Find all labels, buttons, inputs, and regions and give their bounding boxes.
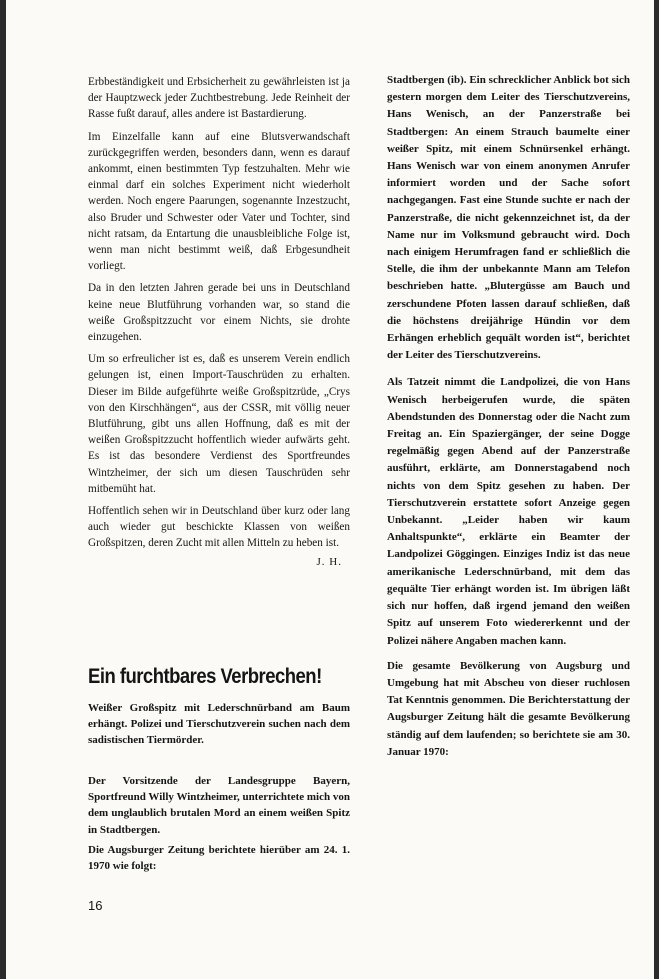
quoted-article-paragraph: Stadtbergen (ib). Ein schrecklicher Anblick bot sich gestern morgen dem Leiter des Tierschutzvereins, Hans Wenisch, an der Panzerstraße bei Stadtbergen: An einem Strauch baumelte einer weißer Spitz, mit einem Schnürsenkel erhängt. Hans Wenisch war von einem anonymen Anrufer informiert worden und der Sache sofort nachgegangen. Fast eine Stunde suchte er nach der Panzerstraße, die nicht gekennzeichnet ist, da der Name nur im Volksmund gebraucht wird. Doch nach einigem Herumfragen fand er schließlich die Stelle, die ihm der unbekannte Mann am Telefon beschrieben hatte. „Blutergüsse am Bauch und zerschundene Pfoten lassen darauf schließen, daß die höchstens dreijährige Hündin vor dem Erhängen erheblich gequält worden ist“, berichtet der Leiter des Tierschutzvereins. [387,74,630,362]
document-page [6,0,654,979]
author-signature: J. H. [316,555,342,568]
article-lead: Weißer Großspitz mit Lederschnürband am Baum erhängt. Polizei und Tierschutzverein suchen nach dem sadistischen Tiermörder. [88,702,350,747]
paragraph: Der Vorsitzende der Landesgruppe Bayern, Sportfreund Willy Wintzheimer, unterrichtete mich von dem unglaublich brutalen Mord an einem weißen Spitz in Stadtbergen. [88,775,350,836]
article-report [88,773,350,878]
paragraph: Im Einzelfalle kann auf eine Blutsverwandschaft zurückgegriffen werden, besonders dann, wenn es darauf ankommt, einen bestimmten Typ festzuhalten. Mehr wie einmal darf ein solches Experiment nicht wiederholt werden. Noch engere Paarungen, sogenannte Inzestzucht, also Bruder und Schwester oder Vater und Tochter, sind nicht ratsam, da Entartung die unausbleibliche Folge ist, wenn man nicht bestimmt weiß, daß Erbgesundheit vorliegt. [88,130,350,273]
quoted-article-paragraph: Als Tatzeit nimmt die Landpolizei, die von Hans Wenisch herbeigerufen wurde, die späten Abendstunden des Donnerstag oder die Nacht zum Freitag an. Ein Spaziergänger, der seine Dogge regelmäßig gegen Abend auf der Panzerstraße ausführt, erklärte, am Donnerstagabend noch nichts von dem Spitz gesehen zu haben. Der Tierschutzverein erstattete sofort Anzeige gegen Unbekannt. „Leider haben wir kaum Anhaltspunkte“, erklärte ein Beamter der Landpolizei Göggingen. Einziges Indiz ist das neue amerikanische Lederschnürband, mit dem das gequälte Tier erhängt worden ist. Im übrigen läßt sich nur hoffen, daß irgend jemand den weißen Spitz auf unserem Foto wiedererkennt und der Polizei nähere Angaben machen kann. [387,376,630,647]
right-column [387,72,630,767]
left-column [88,74,350,568]
paragraph: Erbbeständigkeit und Erbsicherheit zu gewährleisten ist ja der Hauptzweck jeder Zuchtbestrebung. Jede Reinheit der Rasse fußt darauf, alles andere ist Bastardierung. [88,76,350,121]
paragraph: Da in den letzten Jahren gerade bei uns in Deutschland keine neue Blutführung vorhanden war, so stand die weiße Großspitzzucht vor einem Nichts, sie drohte einzugehen. [88,282,350,344]
page-number: 16 [88,898,103,913]
article-headline: Ein furchtbares Verbrechen! [88,664,322,688]
paragraph: Um so erfreulicher ist es, daß es unserem Verein endlich gelungen ist, einen Import-Tauschrüden zu erhalten. Dieser im Bilde aufgeführte weiße Großspitzrüde, „Crys von den Kirschhängen“, aus der CSSR, mit völlig neuer Blutführung, gibt uns allen Hoffnung, daß es mit der weißen Großspitzzucht hoffentlich wieder aufwärts geht. Es ist das besondere Verdienst des Sportfreundes Wintzheimer, der sich um diesen Tauschrüden sehr mitbemüht hat. [88,353,350,495]
paragraph: Hoffentlich sehen wir in Deutschland über kurz oder lang auch wieder gut beschickte Klassen von weißen Großspitzen, deren Zucht mit allen Mitteln zu heben ist. [88,505,350,550]
paragraph: Die gesamte Bevölkerung von Augsburg und Umgebung hat mit Abscheu von dieser ruchlosen Tat Kenntnis genommen. Die Berichterstattung der Augsburger Zeitung hält die gesamte Bevölkerung ständig auf dem laufenden; so berichtete sie am 30. Januar 1970: [387,659,630,758]
paragraph: Die Augsburger Zeitung berichtete hierüber am 24. 1. 1970 wie folgt: [88,843,350,873]
